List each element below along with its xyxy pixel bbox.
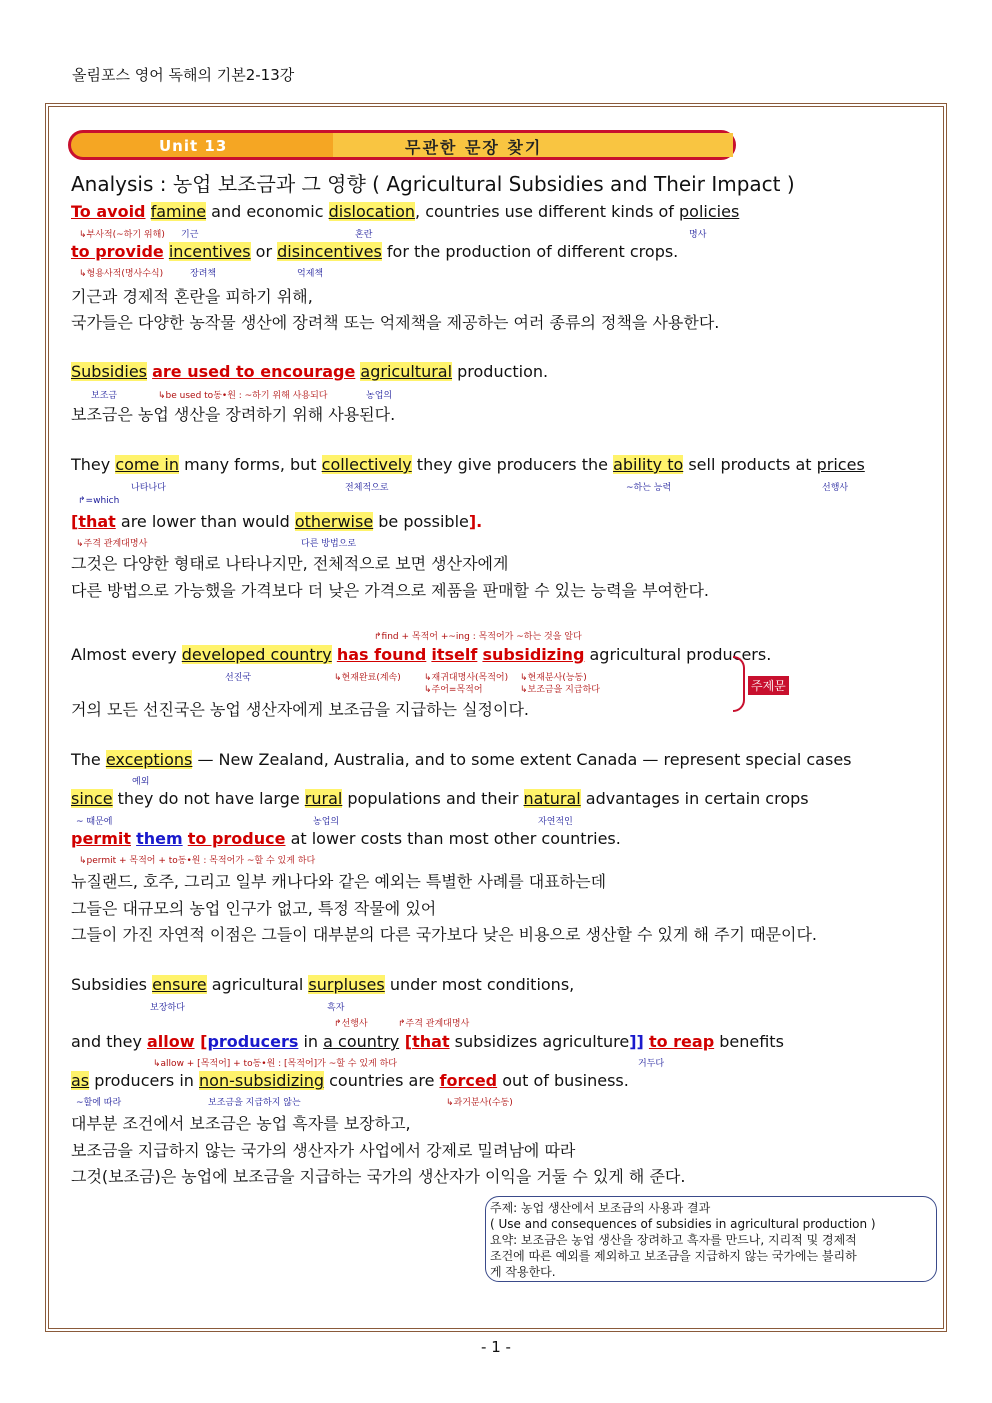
note: 전체적으로 xyxy=(345,483,389,493)
running-header: 올림포스 영어 독해의 기본2-13강 xyxy=(72,66,295,84)
note: ↱find + 목적어 +~ing : 목적어가 ~하는 것을 알다 xyxy=(374,632,582,642)
note: ↳현재완료(계속) xyxy=(334,673,401,683)
p6-kor1: 대부분 조건에서 보조금은 농업 흑자를 보장하고, xyxy=(71,1114,411,1133)
note: 거두다 xyxy=(638,1059,665,1069)
note: ↳be used to동•원 : ~하기 위해 사용되다 xyxy=(158,391,328,401)
p6-line1: Subsidies ensure agricultural surpluses under most conditions, xyxy=(71,975,575,994)
note: ↱=which xyxy=(78,496,120,506)
note: ↱주격 관계대명사 xyxy=(398,1019,470,1029)
note: 혼란 xyxy=(355,230,373,240)
note: 명사 xyxy=(689,230,707,240)
topic-brace xyxy=(733,656,745,712)
note: ↱선행사 xyxy=(334,1019,368,1029)
p1-kor1: 기근과 경제적 혼란을 피하기 위해, xyxy=(71,287,313,306)
note: ↳주격 관계대명사 xyxy=(76,539,148,549)
note: 선진국 xyxy=(225,673,252,683)
p6-line2: and they allow [producers in a country [that subsidizes agriculture]] to reap benefits xyxy=(71,1032,784,1051)
note: 흑자 xyxy=(327,1003,345,1013)
p3-line2: [that are lower than would otherwise be possible]. xyxy=(71,512,483,531)
topic-sentence-tag: 주제문 xyxy=(748,676,789,695)
unit-banner xyxy=(68,130,736,160)
p5-kor3: 그들이 가진 자연적 이점은 그들이 대부분의 다른 국가보다 낮은 비용으로 생산할 수 있게 해 주기 때문이다. xyxy=(71,925,817,944)
summary-topic-en: ( Use and consequences of subsidies in agricultural production ) xyxy=(490,1217,876,1231)
note: ↳형용사적(명사수식) xyxy=(79,269,164,279)
p4-kor1: 거의 모든 선진국은 농업 생산자에게 보조금을 지급하는 실정이다. xyxy=(71,700,530,719)
p5-line1: The exceptions — New Zealand, Australia, and to some extent Canada — represent special cases xyxy=(71,750,852,769)
note: ↳주어=목적어 xyxy=(424,685,483,695)
unit-title: 무관한 문장 찾기 xyxy=(405,138,543,157)
page-number: - 1 - xyxy=(481,1338,511,1356)
note: 자연적인 xyxy=(538,817,573,827)
p5-kor1: 뉴질랜드, 호주, 그리고 일부 캐나다와 같은 예외는 특별한 사례를 대표하는데 xyxy=(71,872,607,891)
p5-line3: permit them to produce at lower costs than most other countries. xyxy=(71,829,621,848)
note: 예외 xyxy=(132,777,150,787)
p3-kor1: 그것은 다양한 형태로 나타나지만, 전체적으로 보면 생산자에게 xyxy=(71,554,509,573)
note: 보조금 xyxy=(91,391,118,401)
p2-line1: Subsidies are used to encourage agricultural production. xyxy=(71,362,549,381)
note: ↳과거분사(수동) xyxy=(446,1098,513,1108)
note: 농업의 xyxy=(313,817,340,827)
summary-topic: 주제: 농업 생산에서 보조금의 사용과 결과 xyxy=(490,1201,711,1215)
p6-line3: as producers in non-subsidizing countries are forced out of business. xyxy=(71,1071,629,1090)
summary-line: 요약: 보조금은 농업 생산을 장려하고 흑자를 만드나, 지리적 및 경제적 xyxy=(490,1233,857,1247)
note: 기근 xyxy=(181,230,199,240)
p3-kor2: 다른 방법으로 가능했을 가격보다 더 낮은 가격으로 제품을 판매할 수 있는 능력을 부여한다. xyxy=(71,581,709,600)
p4-line1: Almost every developed country has found itself subsidizing agricultural producers. xyxy=(71,645,772,664)
p6-kor3: 그것(보조금)은 농업에 보조금을 지급하는 국가의 생산자가 이익을 거둘 수 있게 해 준다. xyxy=(71,1167,686,1186)
unit-label: Unit 13 xyxy=(159,137,228,155)
summary-line: 조건에 따른 예외를 제외하고 보조금을 지급하지 않는 국가에는 불리하 xyxy=(490,1249,857,1263)
p1-line1: To avoid famine and economic dislocation, countries use different kinds of policies xyxy=(71,202,740,221)
note: 다른 방법으로 xyxy=(301,539,357,549)
p3-line1: They come in many forms, but collectively they give producers the ability to sell products at prices xyxy=(71,455,865,474)
note: ↳부사적(~하기 위해) xyxy=(79,230,165,240)
note: ~하는 능력 xyxy=(626,483,672,493)
note: ↳현재분사(능동) xyxy=(520,673,587,683)
note: 보조금을 지급하지 않는 xyxy=(208,1098,301,1108)
summary-box xyxy=(485,1196,937,1282)
note: 나타나다 xyxy=(131,483,166,493)
note: 억제책 xyxy=(297,269,324,279)
p2-kor1: 보조금은 농업 생산을 장려하기 위해 사용된다. xyxy=(71,405,396,424)
unit-title-box xyxy=(333,133,733,157)
p6-kor2: 보조금을 지급하지 않는 국가의 생산자가 사업에서 강제로 밀려남에 따라 xyxy=(71,1141,576,1160)
note: 보장하다 xyxy=(150,1003,185,1013)
note: ~ 때문에 xyxy=(76,817,113,827)
p5-kor2: 그들은 대규모의 농업 인구가 없고, 특정 작물에 있어 xyxy=(71,899,437,918)
note: ↳allow + [목적어] + to동•원 : [목적어]가 ~할 수 있게 하다 xyxy=(153,1059,397,1069)
p1-kor2: 국가들은 다양한 농작물 생산에 장려책 또는 억제책을 제공하는 여러 종류의 정책을 사용한다. xyxy=(71,313,720,332)
note: 농업의 xyxy=(366,391,393,401)
summary-line: 게 작용한다. xyxy=(490,1265,556,1279)
p1-line2: to provide incentives or disincentives for the production of different crops. xyxy=(71,242,679,261)
p5-line2: since they do not have large rural populations and their natural advantages in certain crops xyxy=(71,789,809,808)
note: ~할에 따라 xyxy=(76,1098,122,1108)
note: ↳permit + 목적어 + to동•원 : 목적어가 ~할 수 있게 하다 xyxy=(79,856,316,866)
note: ↳보조금을 지급하다 xyxy=(520,685,600,695)
note: 장려책 xyxy=(190,269,217,279)
note: ↳재귀대명사(목적어) xyxy=(424,673,509,683)
note: 선행사 xyxy=(822,483,849,493)
analysis-title: Analysis : 농업 보조금과 그 영향 ( Agricultural Subsidies and Their Impact ) xyxy=(71,172,795,196)
